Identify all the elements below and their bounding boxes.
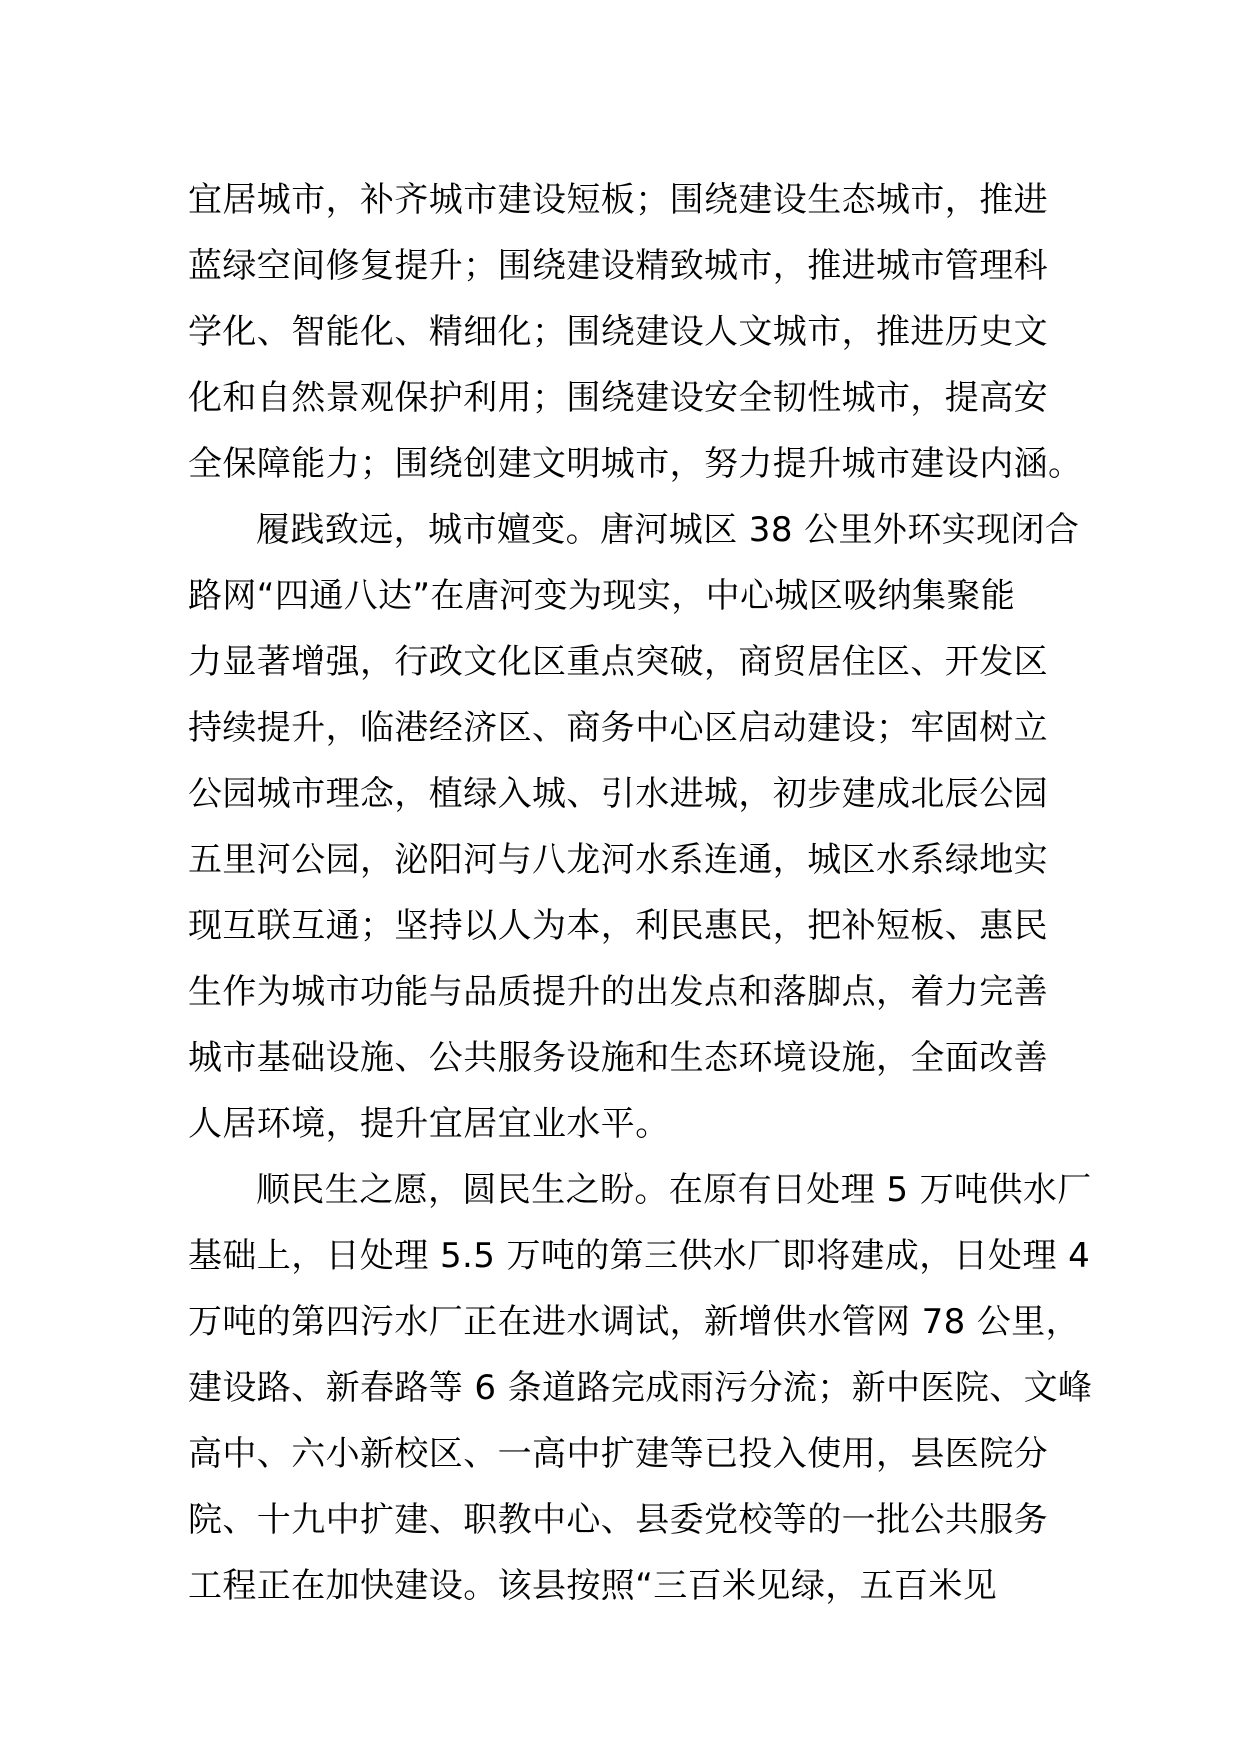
text-line: 五里河公园，泌阳河与八龙河水系连通，城区水系绿地实 [188,840,1048,880]
text-line: 基础上，日处理 5.5 万吨的第三供水厂即将建成，日处理 4 [188,1236,1091,1276]
text-line: 全保障能力；围绕创建文明城市，努力提升城市建设内涵。 [188,444,1083,484]
text-line: 持续提升，临港经济区、商务中心区启动建设；牢固树立 [188,708,1048,748]
text-line: 宜居城市，补齐城市建设短板；围绕建设生态城市，推进 [188,180,1048,220]
paragraph-2 [188,497,1080,1157]
text-line: 工程正在加快建设。该县按照“三百米见绿，五百米见 [188,1566,998,1606]
text-line: 蓝绿空间修复提升；围绕建设精致城市，推进城市管理科 [188,246,1048,286]
text-line: 学化、智能化、精细化；围绕建设人文城市，推进历史文 [188,312,1048,352]
text-line: 化和自然景观保护利用；围绕建设安全韧性城市，提高安 [188,378,1048,418]
paragraph-1 [188,167,1083,497]
text-line: 力显著增强，行政文化区重点突破，商贸居住区、开发区 [188,642,1048,682]
text-line: 顺民生之愿，圆民生之盼。在原有日处理 5 万吨供水厂 [256,1170,1092,1210]
text-line: 高中、六小新校区、一高中扩建等已投入使用，县医院分 [188,1434,1048,1474]
text-line: 城市基础设施、公共服务设施和生态环境设施，全面改善 [188,1038,1048,1078]
text-line: 建设路、新春路等 6 条道路完成雨污分流；新中医院、文峰 [188,1368,1093,1408]
text-line: 院、十九中扩建、职教中心、县委党校等的一批公共服务 [188,1500,1048,1540]
text-line: 万吨的第四污水厂正在进水调试，新增供水管网 78 公里， [188,1302,1081,1342]
text-line: 人居环境，提升宜居宜业水平。 [188,1104,670,1144]
paragraph-3 [188,1157,1093,1619]
text-line: 路网“四通八达”在唐河变为现实，中心城区吸纳集聚能 [188,576,1016,616]
text-line: 履践致远，城市嬗变。唐河城区 38 公里外环实现闭合 [256,510,1080,550]
text-line: 生作为城市功能与品质提升的出发点和落脚点，着力完善 [188,972,1048,1012]
text-line: 现互联互通；坚持以人为本，利民惠民，把补短板、惠民 [188,906,1048,946]
body-text [188,167,1093,1619]
text-line: 公园城市理念，植绿入城、引水进城，初步建成北辰公园 [188,774,1048,814]
